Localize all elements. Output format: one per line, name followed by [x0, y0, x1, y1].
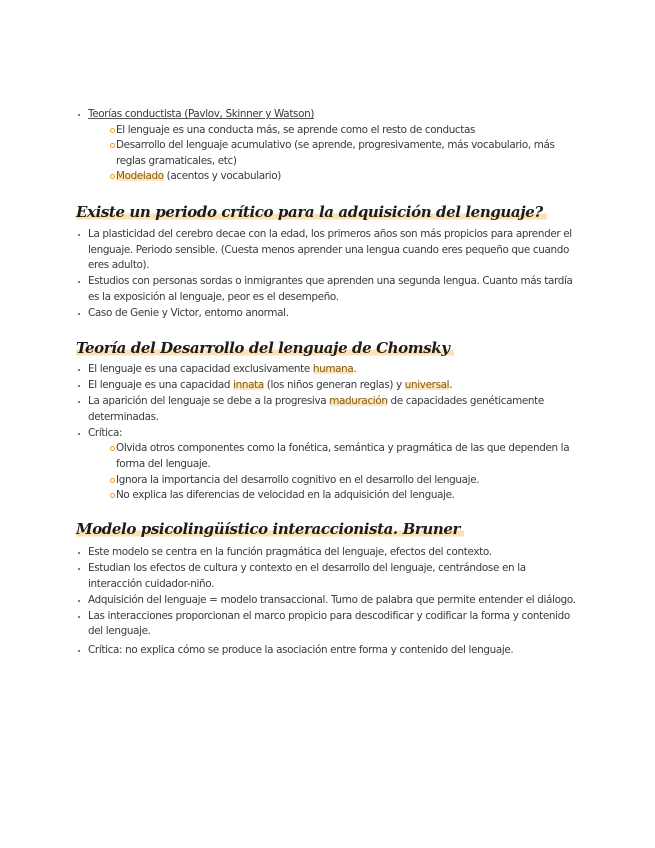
highlight: universal	[404, 379, 450, 392]
list-item: El lenguaje es una capacidad innata (los niños generan reglas) y universal.	[76, 378, 580, 394]
list-item: Ignora la importancia del desarrollo cognitivo en el desarrollo del lenguaje.	[111, 473, 580, 489]
list-item: Modelado (acentos y vocabulario)	[111, 169, 580, 185]
list-item: La aparición del lenguaje se debe a la progresiva maduración de capacidades genéticamente determinadas.	[76, 394, 580, 425]
list-item: El lenguaje es una conducta más, se aprende como el resto de conductas	[111, 123, 580, 139]
list-item: Las interacciones proporcionan el marco propicio para descodificar y codificar la forma y contenido del lenguaje.	[76, 609, 580, 640]
list-item: Adquisición del lenguaje = modelo transaccional. Turno de palabra que permite entender el diálogo.	[76, 593, 580, 609]
list-item: La plasticidad del cerebro decae con la edad, los primeros años son más propicios para aprender el lenguaje. Periodo sensible. (Cuesta menos aprender una lengua cuando eres pequeño que cuando eres adulto).	[76, 227, 580, 274]
list-item: No explica las diferencias de velocidad en la adquisición del lenguaje.	[111, 488, 580, 504]
list-item	[76, 107, 580, 185]
chomsky-block	[76, 362, 580, 504]
behaviorist-theory-block	[76, 107, 580, 185]
highlight: maduración	[329, 395, 388, 408]
highlight: innata	[233, 379, 264, 392]
list-item: Este modelo se centra en la función pragmática del lenguaje, efectos del contexto.	[76, 545, 580, 561]
list-item: Estudian los efectos de cultura y contexto en el desarrollo del lenguaje, centrándose en la interacción cuidador-niño.	[76, 561, 580, 592]
critical-period-block	[76, 227, 580, 322]
section-heading-critical-period: Existe un periodo crítico para la adquisición del lenguaje?	[76, 203, 547, 221]
highlight: Modelado	[116, 170, 164, 183]
list-item: Estudios con personas sordas o inmigrantes que aprenden una segunda lengua. Cuanto más tardía es la exposición al lenguaje, peor es el desempeño.	[76, 274, 580, 305]
list-item: Desarrollo del lenguaje acumulativo (se aprende, progresivamente, más vocabulario, más reglas gramaticales, etc)	[111, 138, 580, 169]
highlight: humana	[312, 363, 354, 375]
behaviorist-title: Teorías conductista (Pavlov, Skinner y Watson)	[88, 108, 315, 120]
section-heading-bruner: Modelo psicolingüístico interaccionista. Bruner	[76, 520, 464, 538]
list-item	[76, 426, 580, 504]
bruner-block	[76, 545, 580, 659]
list-item: Caso de Genie y Victor, entorno anormal.	[76, 306, 580, 322]
list-item: El lenguaje es una capacidad exclusivamente humana.	[76, 362, 580, 378]
list-item: Crítica: no explica cómo se produce la asociación entre forma y contenido del lenguaje.	[76, 643, 580, 659]
section-heading-chomsky: Teoría del Desarrollo del lenguaje de Chomsky	[76, 339, 454, 357]
critique-label: Crítica:	[88, 426, 123, 439]
list-item: Olvida otros componentes como la fonética, semántica y pragmática de las que dependen la forma del lenguaje.	[111, 441, 580, 472]
